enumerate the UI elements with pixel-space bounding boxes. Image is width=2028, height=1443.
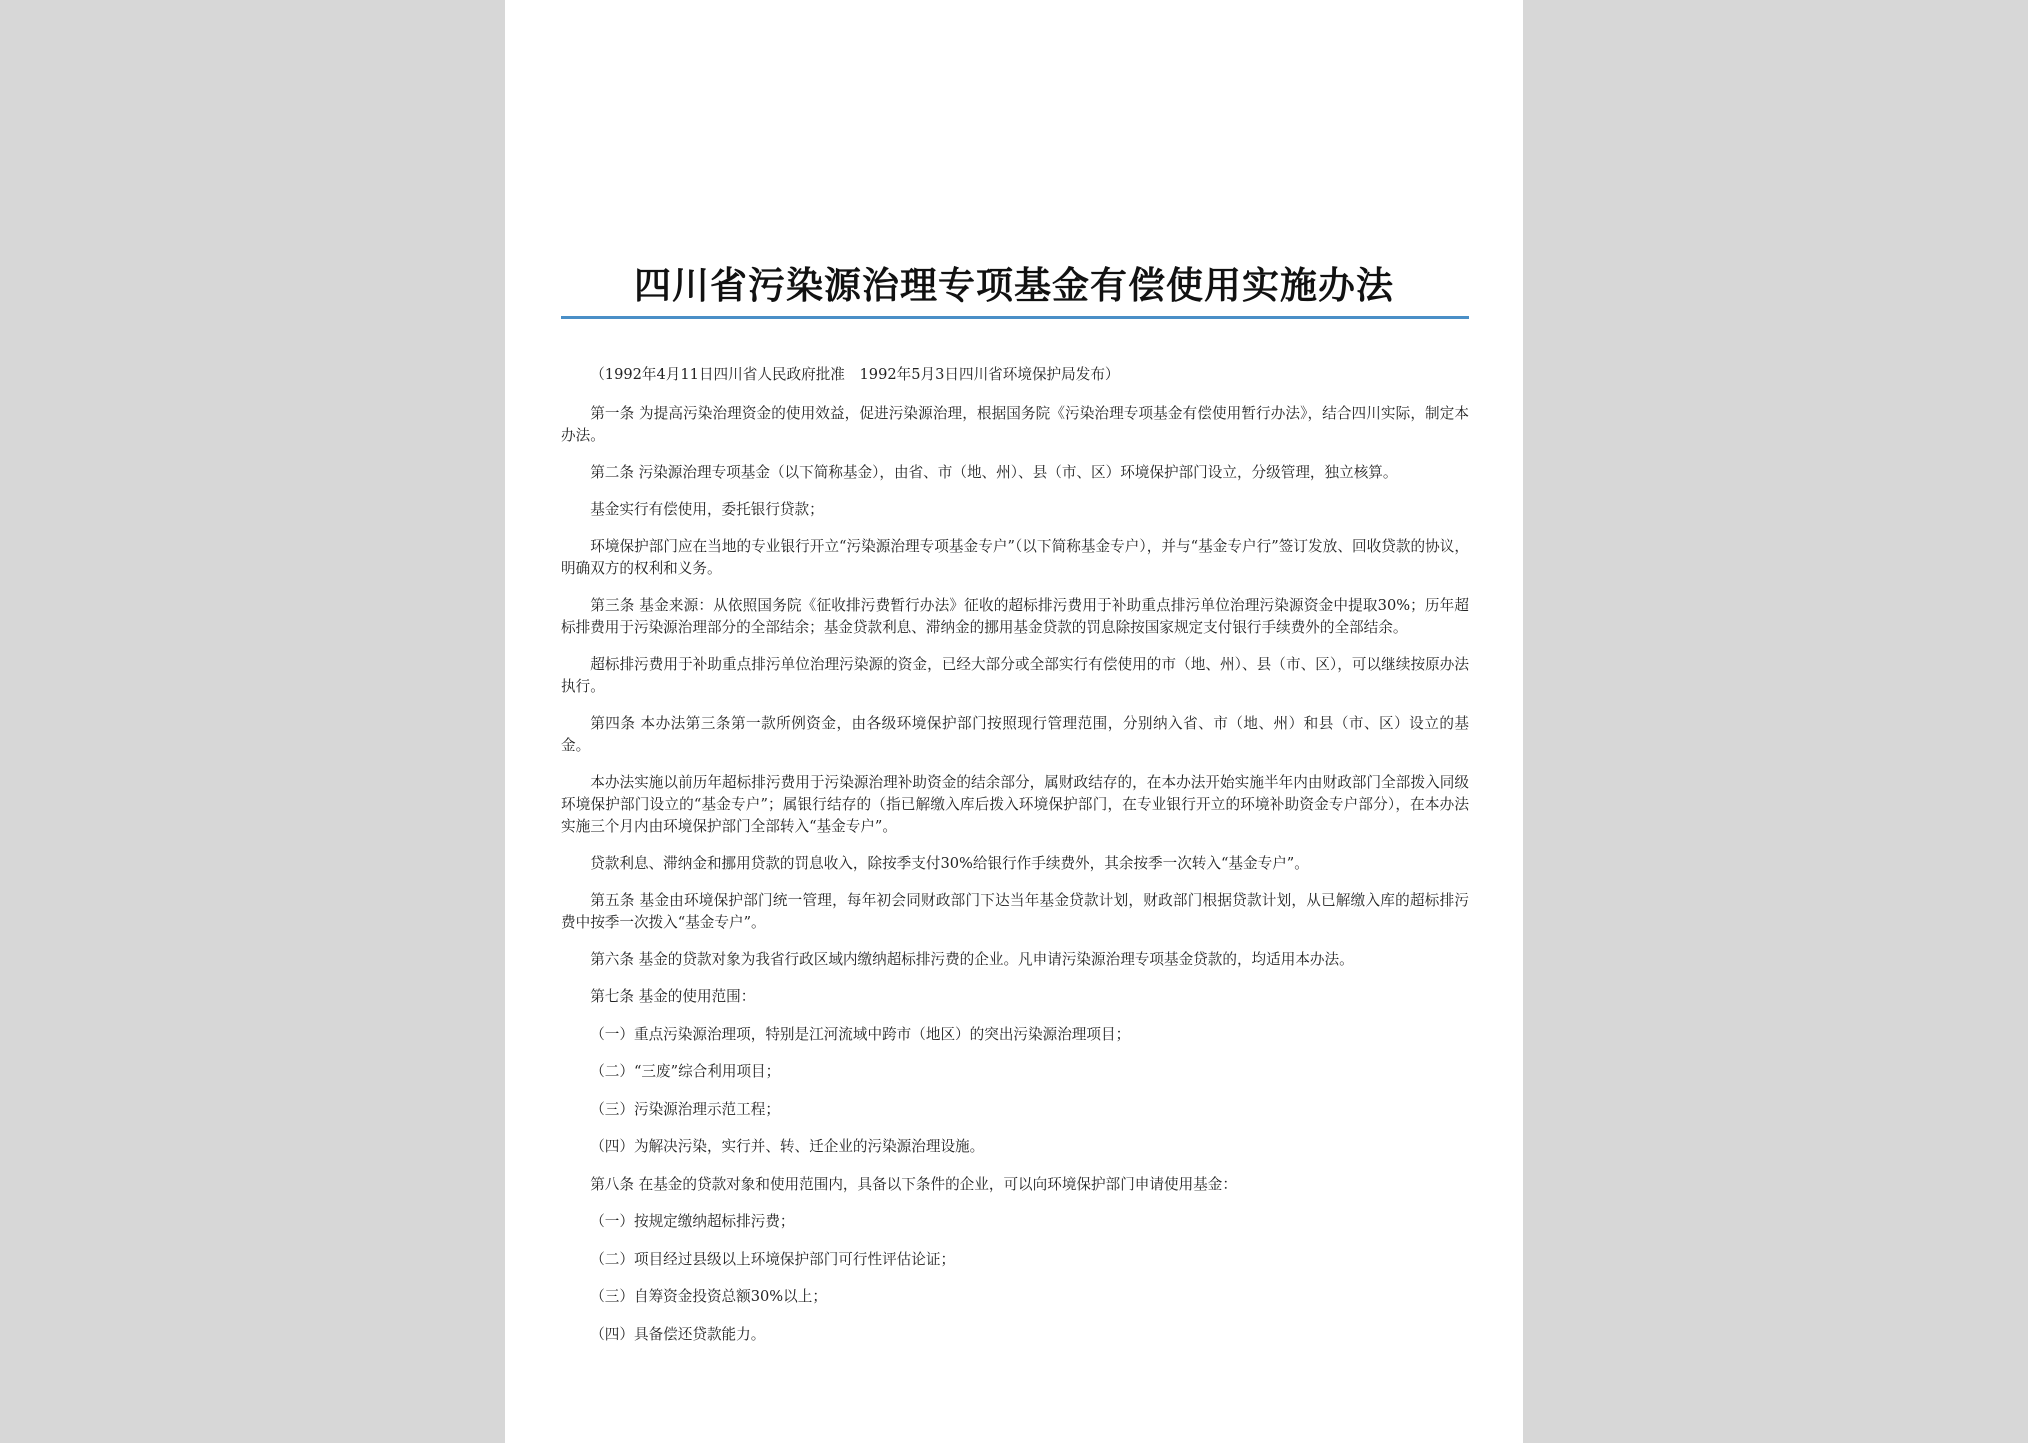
paragraph: 第五条 基金由环境保护部门统一管理，每年初会同财政部门下达当年基金贷款计划，财政部门根据贷款计划，从已解缴入库的超标排污费中按季一次拨入“基金专户”。 [561, 892, 1469, 931]
paragraph: 本办法实施以前历年超标排污费用于污染源治理补助资金的结余部分，属财政结存的，在本办法开始实施半年内由财政部门全部拨入同级环境保护部门设立的“基金专户”；属银行结存的（指已解缴入库后拨入环境保护部门，在专业银行开立的环境补助资金专户部分），在本办法实施三个月内由环境保护部门全部转入“基金专户”。 [561, 774, 1469, 835]
document-title: 四川省污染源治理专项基金有偿使用实施办法 [634, 263, 1394, 307]
list-item: （二）“三废”综合利用项目； [590, 1063, 781, 1080]
title-underline [561, 316, 1469, 319]
list-item: （四）为解决污染，实行并、转、迁企业的污染源治理设施。 [590, 1138, 985, 1155]
document-page [505, 0, 1523, 1443]
paragraph: 环境保护部门应在当地的专业银行开立“污染源治理专项基金专户”（以下简称基金专户），并与“基金专户行”签订发放、回收贷款的协议，明确双方的权利和义务。 [561, 538, 1469, 577]
paragraph: 第四条 本办法第三条第一款所例资金，由各级环境保护部门按照现行管理范围，分别纳入省、市（地、州）和县（市、区）设立的基金。 [561, 715, 1469, 754]
list-item: （二）项目经过县级以上环境保护部门可行性评估论证； [590, 1250, 956, 1268]
paragraph: 基金实行有偿使用，委托银行贷款； [590, 501, 824, 518]
paragraph: 贷款利息、滞纳金和挪用贷款的罚息收入，除按季支付30%给银行作手续费外，其余按季一次转入“基金专户”。 [590, 855, 1309, 872]
document-body [561, 364, 1469, 1361]
paragraph: 第三条 基金来源：从依照国务院《征收排污费暂行办法》征收的超标排污费用于补助重点排污单位治理污染源资金中提取30%；历年超标排费用于污染源治理部分的全部结余；基金贷款利息、滞纳金的挪用基金贷款的罚息除按国家规定支付银行手续费外的全部结余。 [561, 597, 1469, 636]
approval-note: （1992年4月11日四川省人民政府批准 1992年5月3日四川省环境保护局发布） [590, 366, 1120, 383]
list-item: （一）重点污染源治理项，特别是江河流域中跨市（地区）的突出污染源治理项目； [590, 1025, 1131, 1043]
list-item: （三）自筹资金投资总额30%以上； [590, 1288, 827, 1305]
paragraph: 第六条 基金的贷款对象为我省行政区域内缴纳超标排污费的企业。凡申请污染源治理专项基金贷款的，均适用本办法。 [590, 951, 1354, 968]
paragraph: 第七条 基金的使用范围： [590, 988, 756, 1005]
paragraph: 超标排污费用于补助重点排污单位治理污染源的资金，已经大部分或全部实行有偿使用的市（地、州）、县（市、区），可以继续按原办法执行。 [561, 656, 1469, 695]
list-item: （一）按规定缴纳超标排污费； [590, 1213, 795, 1230]
paragraph: 第一条 为提高污染治理资金的使用效益，促进污染源治理，根据国务院《污染治理专项基金有偿使用暂行办法》，结合四川实际，制定本办法。 [561, 405, 1469, 444]
list-item: （三）污染源治理示范工程； [590, 1100, 780, 1118]
list-item: （四）具备偿还贷款能力。 [590, 1325, 766, 1343]
paragraph: 第二条 污染源治理专项基金（以下简称基金），由省、市（地、州）、县（市、区）环境保护部门设立，分级管理，独立核算。 [590, 464, 1398, 481]
paragraph: 第八条 在基金的贷款对象和使用范围内，具备以下条件的企业，可以向环境保护部门申请使用基金： [590, 1175, 1237, 1193]
